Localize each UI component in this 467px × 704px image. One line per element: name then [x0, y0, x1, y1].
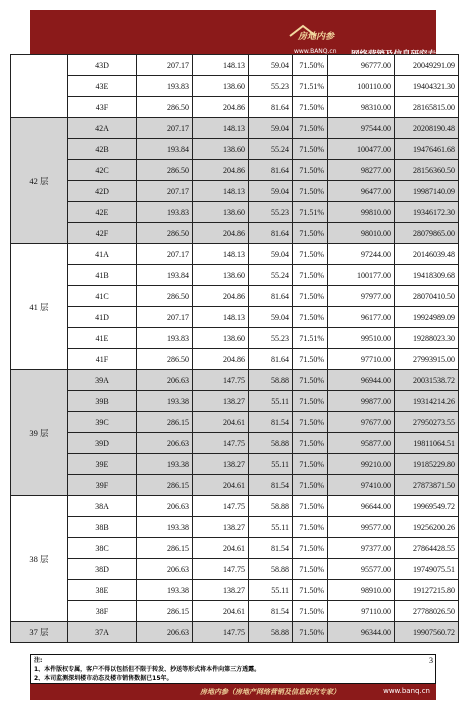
- table-row: [11, 223, 459, 244]
- value-cell: 71.50%: [293, 223, 328, 244]
- value-cell: 97977.00: [328, 286, 395, 307]
- unit-cell: 41D: [68, 307, 137, 328]
- unit-cell: 39E: [68, 454, 137, 475]
- notes-title: 注:: [34, 657, 43, 664]
- table-row: [11, 307, 459, 328]
- value-cell: 71.50%: [293, 97, 328, 118]
- floor-label: 42 层: [11, 118, 68, 244]
- notes-line-1: 1、本件版权专属，客户不得以包括但不限于转发、抄送等形式将本件向第三方透露。: [34, 666, 261, 673]
- value-cell: 58.88: [249, 496, 293, 517]
- value-cell: 193.38: [137, 391, 193, 412]
- table-row: [11, 118, 459, 139]
- value-cell: 286.15: [137, 475, 193, 496]
- value-cell: 138.60: [193, 328, 249, 349]
- value-cell: 193.38: [137, 454, 193, 475]
- value-cell: 81.64: [249, 160, 293, 181]
- value-cell: 97110.00: [328, 601, 395, 622]
- value-cell: 19256200.26: [395, 517, 459, 538]
- value-cell: 286.50: [137, 223, 193, 244]
- value-cell: 95877.00: [328, 433, 395, 454]
- value-cell: 71.50%: [293, 349, 328, 370]
- table-row: [11, 601, 459, 622]
- value-cell: 71.50%: [293, 286, 328, 307]
- value-cell: 71.50%: [293, 391, 328, 412]
- value-cell: 71.50%: [293, 496, 328, 517]
- value-cell: 204.61: [193, 601, 249, 622]
- value-cell: 98910.00: [328, 580, 395, 601]
- value-cell: 19346172.30: [395, 202, 459, 223]
- table-row: [11, 55, 459, 76]
- value-cell: 148.13: [193, 55, 249, 76]
- value-cell: 20208190.48: [395, 118, 459, 139]
- value-cell: 27864428.55: [395, 538, 459, 559]
- table-row: [11, 139, 459, 160]
- value-cell: 55.11: [249, 580, 293, 601]
- value-cell: 81.54: [249, 475, 293, 496]
- value-cell: 81.54: [249, 601, 293, 622]
- value-cell: 286.50: [137, 97, 193, 118]
- value-cell: 148.13: [193, 118, 249, 139]
- value-cell: 97377.00: [328, 538, 395, 559]
- value-cell: 27993915.00: [395, 349, 459, 370]
- value-cell: 100177.00: [328, 265, 395, 286]
- value-cell: 71.50%: [293, 454, 328, 475]
- value-cell: 138.27: [193, 391, 249, 412]
- value-cell: 193.38: [137, 580, 193, 601]
- table-row: [11, 76, 459, 97]
- value-cell: 138.27: [193, 580, 249, 601]
- footer-banner: [30, 684, 436, 700]
- table-row: [11, 97, 459, 118]
- value-cell: 81.54: [249, 412, 293, 433]
- value-cell: 98277.00: [328, 160, 395, 181]
- table-row: [11, 622, 459, 643]
- value-cell: 100477.00: [328, 139, 395, 160]
- value-cell: 81.64: [249, 286, 293, 307]
- value-cell: 19811064.51: [395, 433, 459, 454]
- value-cell: 20146039.48: [395, 244, 459, 265]
- value-cell: 99210.00: [328, 454, 395, 475]
- notes-box: [30, 654, 436, 684]
- value-cell: 55.24: [249, 139, 293, 160]
- table-row: [11, 202, 459, 223]
- value-cell: 99577.00: [328, 517, 395, 538]
- value-cell: 98310.00: [328, 97, 395, 118]
- value-cell: 19476461.68: [395, 139, 459, 160]
- floor-label: [11, 55, 68, 118]
- value-cell: 71.51%: [293, 328, 328, 349]
- value-cell: 71.50%: [293, 433, 328, 454]
- value-cell: 147.75: [193, 622, 249, 643]
- value-cell: 28156360.50: [395, 160, 459, 181]
- value-cell: 19969549.72: [395, 496, 459, 517]
- value-cell: 55.23: [249, 328, 293, 349]
- value-cell: 207.17: [137, 118, 193, 139]
- value-cell: 59.04: [249, 181, 293, 202]
- value-cell: 204.86: [193, 286, 249, 307]
- value-cell: 19185229.80: [395, 454, 459, 475]
- value-cell: 99510.00: [328, 328, 395, 349]
- value-cell: 58.88: [249, 559, 293, 580]
- value-cell: 100110.00: [328, 76, 395, 97]
- value-cell: 207.17: [137, 244, 193, 265]
- value-cell: 19418309.68: [395, 265, 459, 286]
- value-cell: 19924989.09: [395, 307, 459, 328]
- value-cell: 19987140.09: [395, 181, 459, 202]
- unit-cell: 41B: [68, 265, 137, 286]
- value-cell: 206.63: [137, 622, 193, 643]
- value-cell: 138.27: [193, 454, 249, 475]
- value-cell: 19127215.80: [395, 580, 459, 601]
- value-cell: 71.50%: [293, 244, 328, 265]
- value-cell: 204.61: [193, 412, 249, 433]
- value-cell: 71.50%: [293, 580, 328, 601]
- value-cell: 19404321.30: [395, 76, 459, 97]
- value-cell: 204.86: [193, 349, 249, 370]
- unit-cell: 41A: [68, 244, 137, 265]
- value-cell: 19749075.51: [395, 559, 459, 580]
- value-cell: 71.50%: [293, 412, 328, 433]
- value-cell: 19907560.72: [395, 622, 459, 643]
- notes-line-2: 2、本司监测深圳楼市动态及楼市销售数据已15年。: [34, 675, 173, 682]
- unit-cell: 42D: [68, 181, 137, 202]
- value-cell: 207.17: [137, 55, 193, 76]
- value-cell: 55.23: [249, 202, 293, 223]
- value-cell: 206.63: [137, 559, 193, 580]
- table-row: [11, 454, 459, 475]
- floor-label: 41 层: [11, 244, 68, 370]
- table-row: [11, 580, 459, 601]
- table-row: [11, 559, 459, 580]
- value-cell: 81.64: [249, 97, 293, 118]
- value-cell: 138.60: [193, 76, 249, 97]
- table-row: [11, 538, 459, 559]
- value-cell: 193.38: [137, 517, 193, 538]
- value-cell: 55.11: [249, 454, 293, 475]
- value-cell: 204.86: [193, 97, 249, 118]
- value-cell: 204.61: [193, 538, 249, 559]
- unit-cell: 38C: [68, 538, 137, 559]
- value-cell: 206.63: [137, 496, 193, 517]
- unit-cell: 43E: [68, 76, 137, 97]
- unit-cell: 42A: [68, 118, 137, 139]
- value-cell: 204.86: [193, 160, 249, 181]
- value-cell: 147.75: [193, 433, 249, 454]
- table-row: [11, 391, 459, 412]
- table-row: [11, 160, 459, 181]
- value-cell: 193.84: [137, 265, 193, 286]
- value-cell: 286.50: [137, 160, 193, 181]
- value-cell: 81.64: [249, 223, 293, 244]
- value-cell: 97544.00: [328, 118, 395, 139]
- unit-cell: 39F: [68, 475, 137, 496]
- value-cell: 19314214.26: [395, 391, 459, 412]
- table-row: [11, 181, 459, 202]
- value-cell: 28070410.50: [395, 286, 459, 307]
- price-table: [10, 54, 459, 643]
- value-cell: 138.27: [193, 517, 249, 538]
- value-cell: 58.88: [249, 370, 293, 391]
- value-cell: 138.60: [193, 265, 249, 286]
- table-row: [11, 286, 459, 307]
- value-cell: 59.04: [249, 244, 293, 265]
- value-cell: 97677.00: [328, 412, 395, 433]
- value-cell: 98010.00: [328, 223, 395, 244]
- value-cell: 96777.00: [328, 55, 395, 76]
- value-cell: 138.60: [193, 202, 249, 223]
- value-cell: 204.86: [193, 223, 249, 244]
- value-cell: 286.15: [137, 412, 193, 433]
- value-cell: 193.83: [137, 76, 193, 97]
- value-cell: 55.11: [249, 391, 293, 412]
- unit-cell: 39A: [68, 370, 137, 391]
- value-cell: 28079865.00: [395, 223, 459, 244]
- value-cell: 204.61: [193, 475, 249, 496]
- value-cell: 286.15: [137, 601, 193, 622]
- value-cell: 71.50%: [293, 55, 328, 76]
- value-cell: 19288023.30: [395, 328, 459, 349]
- value-cell: 71.50%: [293, 139, 328, 160]
- value-cell: 71.50%: [293, 370, 328, 391]
- value-cell: 286.50: [137, 286, 193, 307]
- unit-cell: 38D: [68, 559, 137, 580]
- floor-label: 39 层: [11, 370, 68, 496]
- value-cell: 206.63: [137, 370, 193, 391]
- unit-cell: 39B: [68, 391, 137, 412]
- value-cell: 147.75: [193, 496, 249, 517]
- value-cell: 71.50%: [293, 559, 328, 580]
- unit-cell: 42E: [68, 202, 137, 223]
- value-cell: 28165815.00: [395, 97, 459, 118]
- value-cell: 99877.00: [328, 391, 395, 412]
- value-cell: 59.04: [249, 118, 293, 139]
- value-cell: 71.50%: [293, 118, 328, 139]
- value-cell: 193.84: [137, 139, 193, 160]
- value-cell: 71.50%: [293, 538, 328, 559]
- value-cell: 148.13: [193, 181, 249, 202]
- table-row: [11, 475, 459, 496]
- value-cell: 148.13: [193, 244, 249, 265]
- value-cell: 71.50%: [293, 517, 328, 538]
- value-cell: 286.50: [137, 349, 193, 370]
- unit-cell: 42C: [68, 160, 137, 181]
- value-cell: 71.50%: [293, 181, 328, 202]
- value-cell: 71.50%: [293, 622, 328, 643]
- brand-name: 房地内参: [298, 32, 335, 42]
- value-cell: 58.88: [249, 433, 293, 454]
- value-cell: 27950273.55: [395, 412, 459, 433]
- value-cell: 55.11: [249, 517, 293, 538]
- value-cell: 147.75: [193, 559, 249, 580]
- value-cell: 55.24: [249, 265, 293, 286]
- table-row: [11, 412, 459, 433]
- table-row: [11, 244, 459, 265]
- brand-url: www.BANQ.cn: [294, 48, 337, 55]
- value-cell: 71.50%: [293, 160, 328, 181]
- value-cell: 193.83: [137, 328, 193, 349]
- header-title: 网络营销及信息研究专家: [351, 50, 437, 72]
- value-cell: 59.04: [249, 307, 293, 328]
- value-cell: 71.50%: [293, 475, 328, 496]
- table-row: [11, 433, 459, 454]
- unit-cell: 37A: [68, 622, 137, 643]
- value-cell: 96344.00: [328, 622, 395, 643]
- value-cell: 97410.00: [328, 475, 395, 496]
- table-row: [11, 349, 459, 370]
- unit-cell: 42B: [68, 139, 137, 160]
- page-number: 3: [429, 656, 433, 665]
- value-cell: 71.50%: [293, 265, 328, 286]
- value-cell: 81.64: [249, 349, 293, 370]
- table-row: [11, 517, 459, 538]
- unit-cell: 38E: [68, 580, 137, 601]
- value-cell: 20031538.72: [395, 370, 459, 391]
- unit-cell: 39C: [68, 412, 137, 433]
- value-cell: 59.04: [249, 55, 293, 76]
- value-cell: 207.17: [137, 181, 193, 202]
- value-cell: 71.50%: [293, 307, 328, 328]
- unit-cell: 41F: [68, 349, 137, 370]
- value-cell: 27873871.50: [395, 475, 459, 496]
- value-cell: 96644.00: [328, 496, 395, 517]
- unit-cell: 41C: [68, 286, 137, 307]
- value-cell: 193.83: [137, 202, 193, 223]
- unit-cell: 42F: [68, 223, 137, 244]
- value-cell: 20049291.09: [395, 55, 459, 76]
- floor-label: 37 层: [11, 622, 68, 643]
- price-table-container: [10, 54, 458, 643]
- unit-cell: 39D: [68, 433, 137, 454]
- value-cell: 97710.00: [328, 349, 395, 370]
- table-row: [11, 370, 459, 391]
- value-cell: 286.15: [137, 538, 193, 559]
- footer-url: www.banq.cn: [383, 687, 430, 695]
- value-cell: 71.51%: [293, 202, 328, 223]
- value-cell: 71.50%: [293, 601, 328, 622]
- table-row: [11, 328, 459, 349]
- unit-cell: 38A: [68, 496, 137, 517]
- value-cell: 55.23: [249, 76, 293, 97]
- value-cell: 95577.00: [328, 559, 395, 580]
- footer-label: 房地内参（房地产网络营销及信息研究专家）: [200, 687, 340, 696]
- value-cell: 99810.00: [328, 202, 395, 223]
- value-cell: 206.63: [137, 433, 193, 454]
- unit-cell: 38B: [68, 517, 137, 538]
- value-cell: 207.17: [137, 307, 193, 328]
- value-cell: 27788026.50: [395, 601, 459, 622]
- value-cell: 96177.00: [328, 307, 395, 328]
- unit-cell: 38F: [68, 601, 137, 622]
- value-cell: 97244.00: [328, 244, 395, 265]
- value-cell: 96944.00: [328, 370, 395, 391]
- value-cell: 58.88: [249, 622, 293, 643]
- table-row: [11, 265, 459, 286]
- value-cell: 147.75: [193, 370, 249, 391]
- unit-cell: 41E: [68, 328, 137, 349]
- value-cell: 148.13: [193, 307, 249, 328]
- unit-cell: 43D: [68, 55, 137, 76]
- value-cell: 71.51%: [293, 76, 328, 97]
- value-cell: 96477.00: [328, 181, 395, 202]
- value-cell: 138.60: [193, 139, 249, 160]
- value-cell: 81.54: [249, 538, 293, 559]
- floor-label: 38 层: [11, 496, 68, 622]
- unit-cell: 43F: [68, 97, 137, 118]
- table-row: [11, 496, 459, 517]
